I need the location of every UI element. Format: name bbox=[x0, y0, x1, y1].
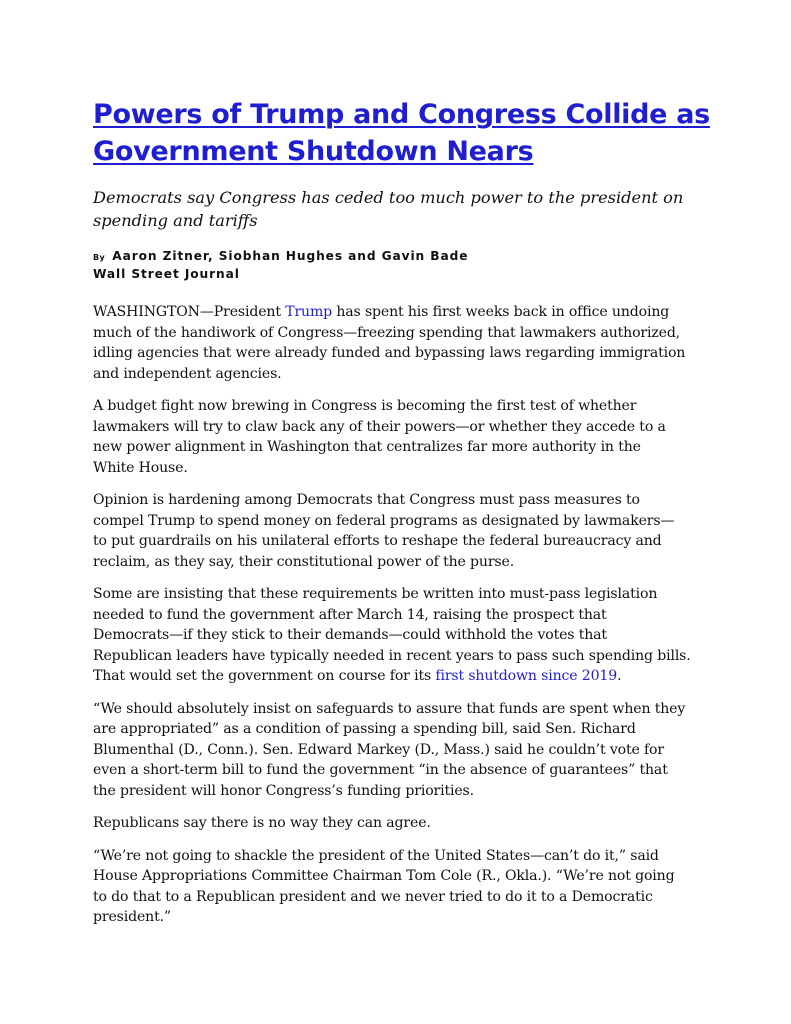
byline bbox=[93, 248, 713, 283]
paragraph-4 bbox=[93, 584, 713, 687]
headline bbox=[93, 96, 713, 170]
paragraph-5 bbox=[93, 699, 713, 802]
paragraph-text: Republican leaders have typically needed in recent years to pass such spending bills. bbox=[93, 647, 691, 664]
deck-line-1: Democrats say Congress has ceded too much power to the president on bbox=[93, 188, 684, 207]
deck-line-2: spending and tariffs bbox=[93, 211, 258, 230]
paragraph-text: A budget fight now brewing in Congress is becoming the first test of whether bbox=[93, 398, 637, 414]
paragraph-text: the president will honor Congress’s funding priorities. bbox=[93, 782, 474, 799]
paragraph-text: idling agencies that were already funded and bypassing laws regarding immigration bbox=[93, 345, 686, 361]
paragraph-7 bbox=[93, 846, 713, 928]
paragraph-6 bbox=[93, 813, 713, 834]
shutdown-link[interactable]: first shutdown since 2019 bbox=[435, 668, 618, 684]
paragraph-text: and independent agencies. bbox=[93, 365, 282, 382]
paragraph-text: to do that to a Republican president and we never tried to do it to a Democratic bbox=[93, 888, 653, 905]
paragraph-text: needed to fund the government after March 14, raising the prospect that bbox=[93, 606, 607, 623]
paragraph-text: WASHINGTON—President bbox=[93, 304, 286, 320]
paragraph-text: House Appropriations Committee Chairman Tom Cole (R., Okla.). “We’re not going bbox=[93, 868, 675, 884]
paragraph-2 bbox=[93, 396, 713, 478]
paragraph-text: reclaim, as they say, their constitutional power of the purse. bbox=[93, 553, 515, 570]
paragraph-text: even a short-term bill to fund the government “in the absence of guarantees” that bbox=[93, 762, 668, 778]
paragraph-3 bbox=[93, 490, 713, 572]
paragraph-text: has spent his first weeks back in office undoing bbox=[332, 304, 670, 320]
paragraph-text: to put guardrails on his unilateral efforts to reshape the federal bureaucracy and bbox=[93, 533, 662, 549]
paragraph-text: “We should absolutely insist on safeguards to assure that funds are spent when they bbox=[93, 700, 686, 717]
headline-line-2: Government Shutdown Nears bbox=[93, 136, 534, 167]
paragraph-text: Republicans say there is no way they can agree. bbox=[93, 815, 431, 831]
paragraph-text: compel Trump to spend money on federal programs as designated by lawmakers— bbox=[93, 512, 675, 529]
paragraph-text: Blumenthal (D., Conn.). Sen. Edward Markey (D., Mass.) said he couldn’t vote for bbox=[93, 741, 664, 758]
byline-publication: Wall Street Journal bbox=[93, 267, 240, 281]
paragraph-text: That would set the government on course for its bbox=[93, 668, 436, 684]
paragraph-text: Some are insisting that these requirements be written into must-pass legislation bbox=[93, 586, 658, 602]
article-body bbox=[93, 302, 713, 928]
article-deck bbox=[93, 186, 713, 232]
paragraph-text: are appropriated” as a condition of passing a spending bill, said Sen. Richard bbox=[93, 721, 636, 737]
byline-authors: Aaron Zitner, Siobhan Hughes and Gavin Bade bbox=[112, 249, 469, 263]
paragraph-text: White House. bbox=[93, 459, 188, 476]
paragraph-text: Democrats—if they stick to their demands—could withhold the votes that bbox=[93, 627, 607, 643]
paragraph-text: lawmakers will try to claw back any of their powers—or whether they accede to a bbox=[93, 418, 666, 435]
paragraph-text: much of the handiwork of Congress—freezing spending that lawmakers authorized, bbox=[93, 324, 681, 341]
headline-link[interactable] bbox=[93, 99, 710, 167]
paragraph-1 bbox=[93, 302, 713, 384]
paragraph-text: new power alignment in Washington that centralizes far more authority in the bbox=[93, 439, 641, 455]
paragraph-text: president.” bbox=[93, 909, 171, 925]
byline-prefix: By bbox=[93, 253, 106, 262]
paragraph-text: Opinion is hardening among Democrats that Congress must pass measures to bbox=[93, 492, 640, 508]
headline-line-1: Powers of Trump and Congress Collide as bbox=[93, 99, 710, 130]
article bbox=[93, 96, 713, 940]
trump-link[interactable]: Trump bbox=[285, 304, 333, 320]
paragraph-text: . bbox=[617, 668, 622, 684]
paragraph-text: “We’re not going to shackle the president of the United States—can’t do it,” said bbox=[93, 847, 659, 864]
